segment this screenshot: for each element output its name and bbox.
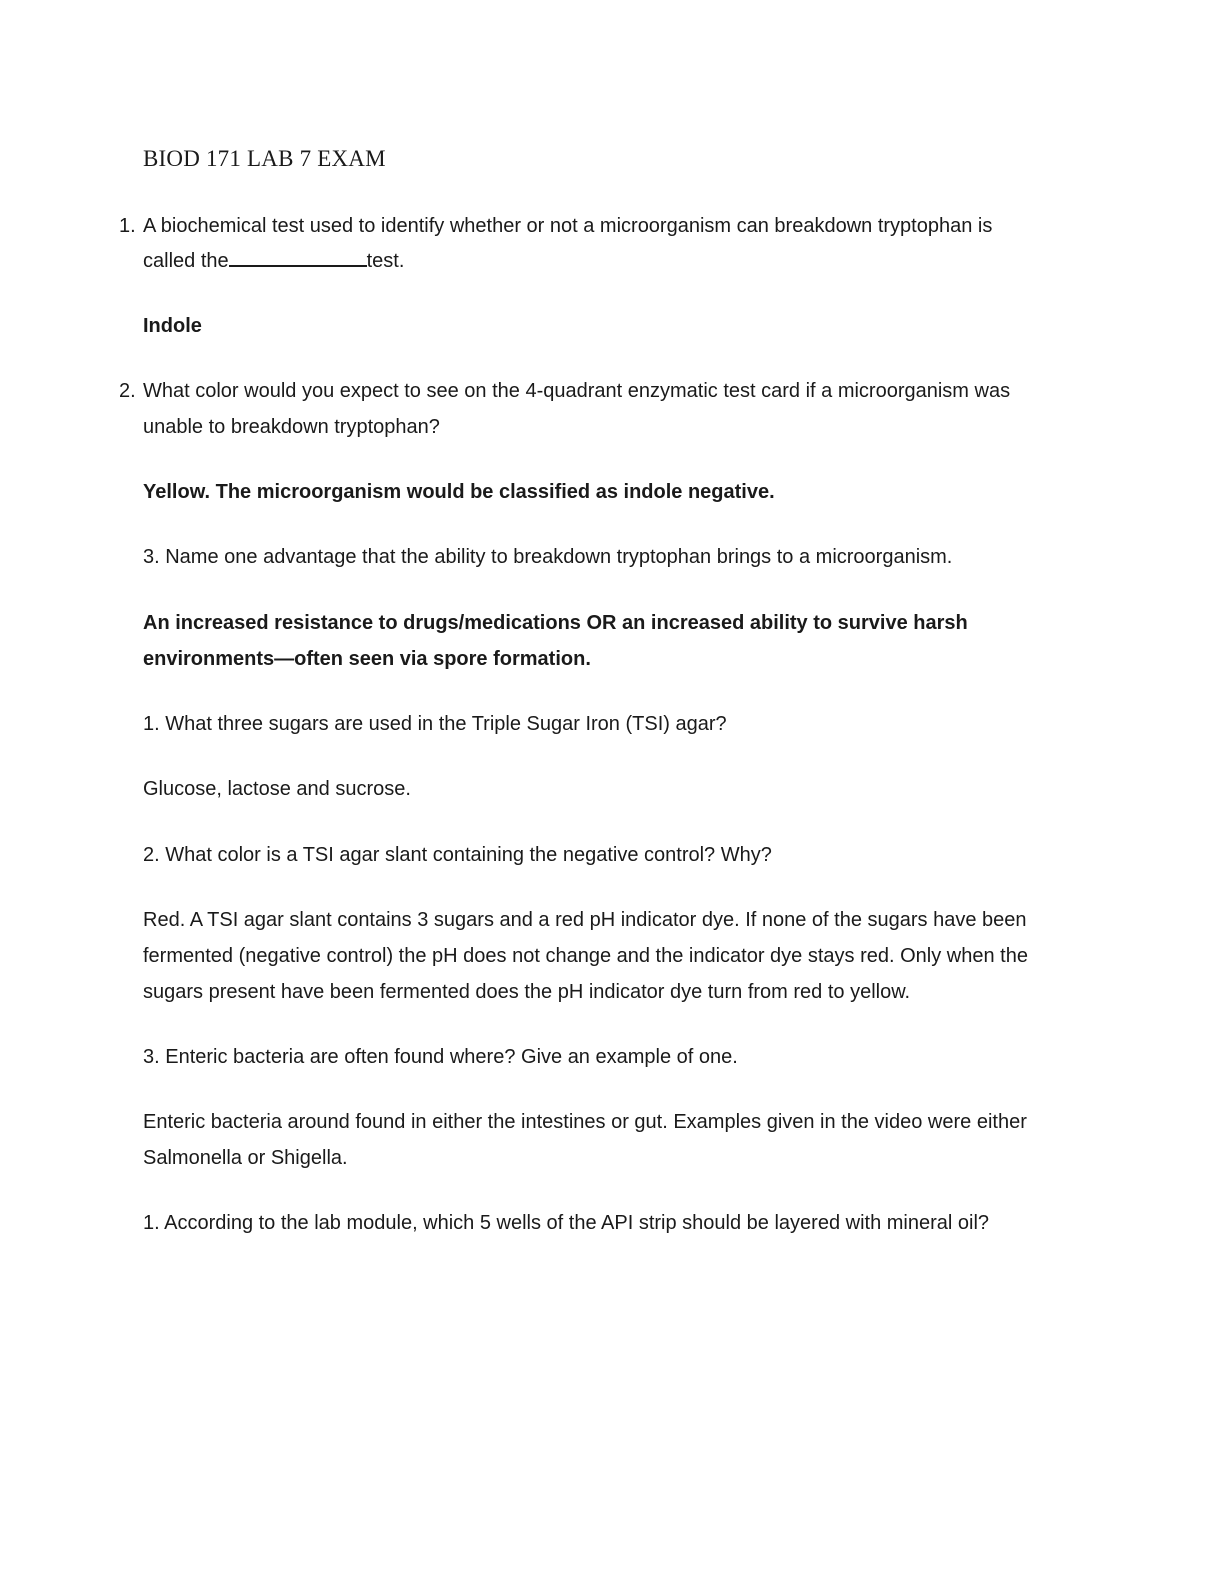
q2-number: 2. <box>119 380 136 402</box>
q3-answer-line1: An increased resistance to drugs/medications OR an increased ability to survive harsh <box>143 612 968 634</box>
q3-question: 3. Name one advantage that the ability to breakdown tryptophan brings to a microorganism. <box>143 546 953 568</box>
tsi2-answer-line1: Red. A TSI agar slant contains 3 sugars and a red pH indicator dye. If none of the sugars have been <box>143 909 1027 931</box>
q1-number: 1. <box>119 215 136 237</box>
fill-in-blank <box>229 247 367 267</box>
q1-line2-after: test. <box>366 250 405 272</box>
q1-line2 <box>143 243 404 279</box>
tsi2-answer-line2: fermented (negative control) the pH does not change and the indicator dye stays red. Only when the <box>143 945 1028 967</box>
tsi1-question: 1. What three sugars are used in the Triple Sugar Iron (TSI) agar? <box>143 713 727 735</box>
tsi1-answer: Glucose, lactose and sucrose. <box>143 778 411 800</box>
q2-line2: unable to breakdown tryptophan? <box>143 416 440 438</box>
tsi3-question: 3. Enteric bacteria are often found where? Give an example of one. <box>143 1046 738 1068</box>
tsi3-answer-line2: Salmonella or Shigella. <box>143 1147 348 1169</box>
q1-line1: A biochemical test used to identify whether or not a microorganism can breakdown tryptophan is <box>143 215 993 237</box>
q1-line2-before: called the <box>143 250 229 272</box>
exam-title: BIOD 171 LAB 7 EXAM <box>143 146 386 171</box>
q2-answer: Yellow. The microorganism would be classified as indole negative. <box>143 481 775 503</box>
tsi2-answer-line3: sugars present have been fermented does the pH indicator dye turn from red to yellow. <box>143 981 911 1003</box>
tsi2-question: 2. What color is a TSI agar slant containing the negative control? Why? <box>143 844 772 866</box>
tsi3-answer-line1: Enteric bacteria around found in either the intestines or gut. Examples given in the video were either <box>143 1111 1027 1133</box>
q2-line1: What color would you expect to see on the 4-quadrant enzymatic test card if a microorganism was <box>143 380 1011 402</box>
api1-question: 1. According to the lab module, which 5 wells of the API strip should be layered with mineral oil? <box>143 1212 990 1234</box>
q3-answer-line2: environments—often seen via spore formation. <box>143 648 591 670</box>
q1-answer: Indole <box>143 315 202 337</box>
